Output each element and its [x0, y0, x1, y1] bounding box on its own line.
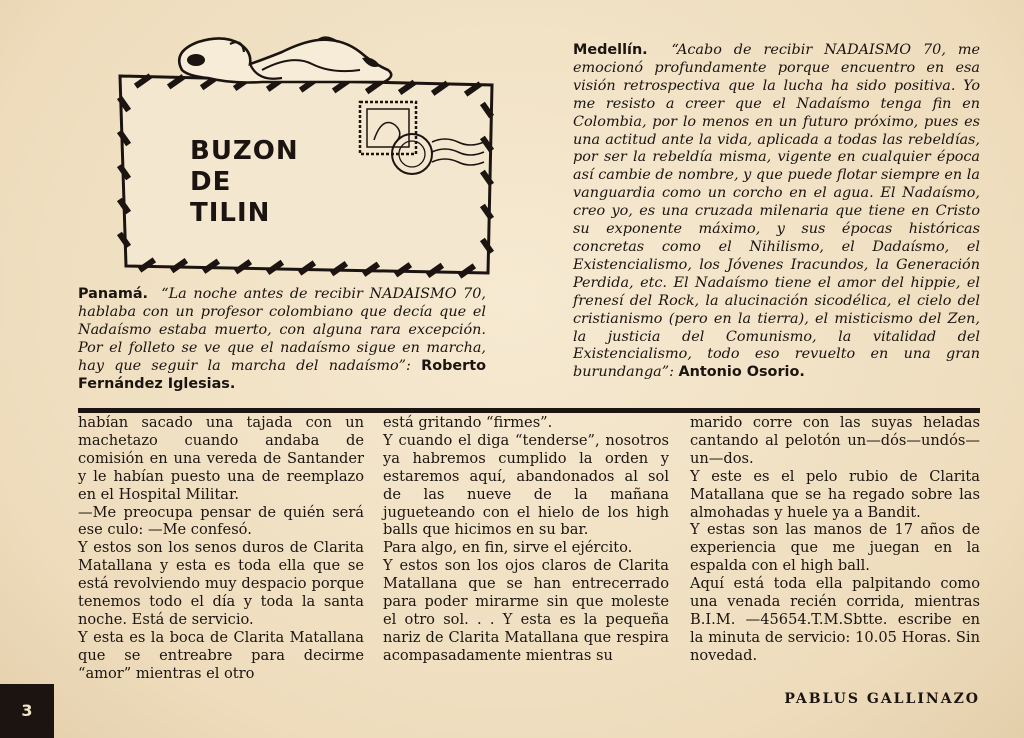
title-line-2: DE: [190, 167, 232, 197]
title-line-1: BUZON: [190, 136, 299, 166]
text-column-3: [690, 414, 980, 665]
paragraph: marido corre con las suyas heladas cantando al pelotón un—dós—undós—un—dos.: [690, 414, 980, 467]
dog-mascot-icon: [179, 37, 391, 82]
letter-place: Medellín.: [573, 42, 648, 58]
paragraph: Y esta es la boca de Clarita Matallana que se entreabre para decirme “amor” mientras el otro: [78, 628, 364, 682]
letter-medellin: [573, 42, 980, 382]
paragraph: Y estos son los senos duros de Clarita Matallana y esta es toda ella que se está revolviendo muy despacio porque tenemos todo el día y toda la santa noche. Está de servicio.: [78, 539, 364, 628]
paragraph: Para algo, en fin, sirve el ejército.: [383, 539, 633, 557]
page-number: 3: [0, 684, 54, 738]
paragraph: Aquí está toda ella palpitando como una venada recién corrida, mientras B.I.M. —45654.T.M.Sbtte. escribe en la minuta de servicio: 10.05 Horas. Sin novedad.: [690, 575, 980, 664]
letter-text: “La noche antes de recibir NADAISMO 70, hablaba con un profesor colombiano que decía que el Nadaísmo estaba muerto, con alguna rara excepción. Por el folleto se ve que el nadaísmo sigue en marcha, hay que seguir la marcha del nadaísmo”:: [78, 286, 486, 374]
paragraph: Y estas son las manos de 17 años de experiencia que me juegan en la espalda con el high ball.: [690, 521, 980, 575]
title-line-3: TILIN: [190, 198, 271, 228]
paragraph: —Me preocupa pensar de quién será ese culo: —Me confesó.: [78, 503, 364, 539]
letter-author: Antonio Osorio.: [678, 364, 805, 381]
paragraph: habían sacado una tajada con un machetazo cuando andaba de comisión en una vereda de Santander y le habían puesto una de reemplazo en el Hospital Militar.: [78, 414, 364, 503]
author-signature: PABLUS GALLINAZO: [784, 691, 980, 707]
letter-text: “Acabo de recibir NADAISMO 70, me emocionó profundamente porque encuentro en esa visión retrospectiva que la lucha ha sido positiva. Yo me resisto a creer que el Nadaísmo tenga fin en Colombia, por lo menos en un futuro próximo, pues es una actitud ante la vida, aplicada a todas las rebeldías, por ser la rebeldía misma, vigente en cualquier época así cambie de nombre, y que puede flotar siempre en la vanguardia como un corcho en el agua. El Nadaísmo, creo yo, es una cruzada milenaria que tiene en Cristo su exponente máximo, y sus épocas históricas concretas como el Nihilismo, el Dadaísmo, el Existencialismo, los Jóvenes Iracundos, la Generación Perdida, etc. El Nadaísmo tiene el amor del hippie, el frenesí del Rock, la alucinación sicodélica, el cielo del cristianismo (pero en la tierra), el misticismo del Zen, la justicia del Comunismo, la vitalidad del Existencialismo, todo eso revuelto en una gran burundanga”:: [573, 42, 980, 381]
paragraph: Y estos son los ojos claros de Clarita Matallana que se han entrecerrado para poder mirarme sin que moleste el otro sol. . . Y esta es la pequeña nariz de Clarita Matallana que respira acompasadamente mientras su: [383, 557, 669, 664]
letter-panama: [78, 286, 486, 393]
section-divider: [78, 408, 980, 413]
letter-place: Panamá.: [78, 286, 148, 302]
buzon-de-tilin-title: [190, 136, 320, 229]
text-column-2: [383, 414, 669, 665]
paragraph: Y este es el pelo rubio de Clarita Matallana que se ha regado sobre las almohadas y huele ya a Bandit.: [690, 467, 980, 521]
letter-author: Roberto Fernández Iglesias.: [78, 357, 487, 392]
paragraph: Y cuando el diga “tenderse”, nosotros ya habremos cumplido la orden y estaremos aquí, abandonados al sol de las nueve de la mañana jugueteando con el hielo de los high balls que hicimos en su bar.: [383, 431, 669, 539]
text-column-1: [78, 414, 364, 683]
paragraph: está gritando “firmes”.: [383, 414, 553, 431]
